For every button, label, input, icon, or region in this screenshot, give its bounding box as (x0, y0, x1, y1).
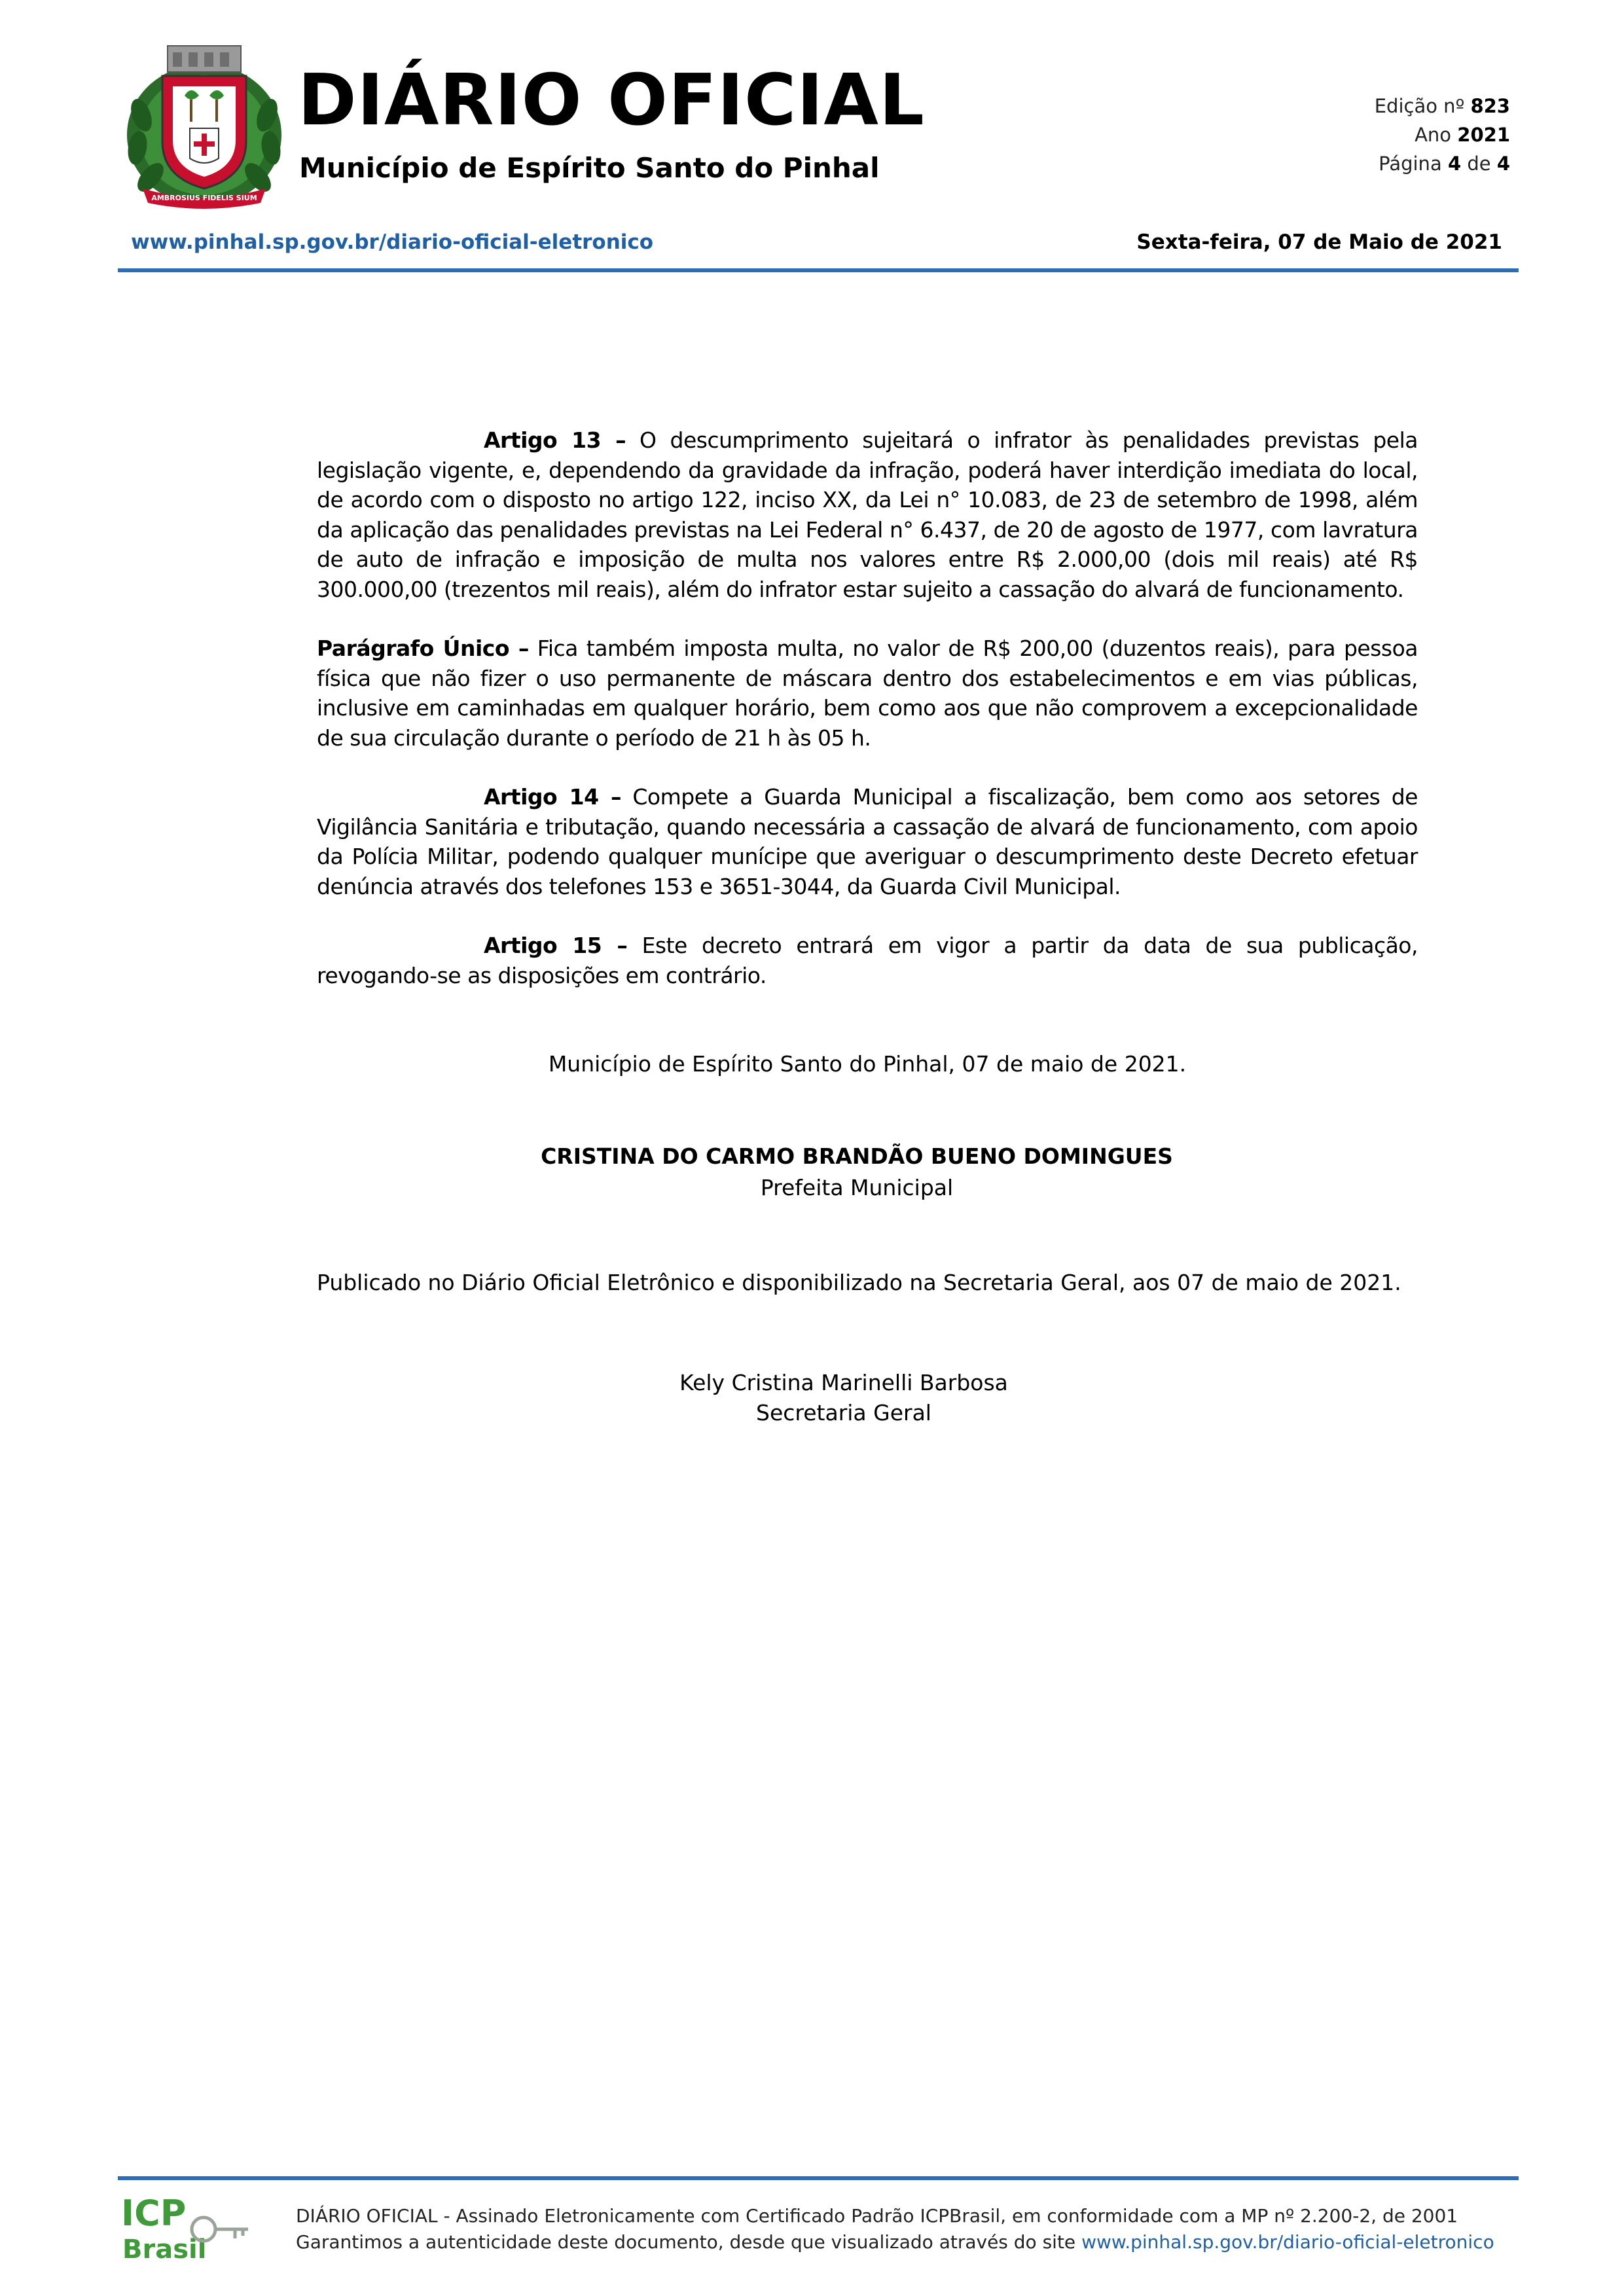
secretary-name: Kely Cristina Marinelli Barbosa (679, 1370, 1008, 1395)
page-total: 4 (1496, 152, 1510, 175)
header-site-link[interactable]: www.pinhal.sp.gov.br/diario-oficial-eletronico (131, 230, 654, 254)
header-divider (118, 268, 1519, 272)
year-label: Ano (1415, 124, 1452, 146)
journal-title: DIÁRIO OFICIAL (298, 60, 925, 141)
svg-text:ICP: ICP (121, 2193, 187, 2234)
page-of: de (1467, 152, 1491, 175)
article-15 (317, 931, 1418, 990)
publication-date: Sexta-feira, 07 de Maio de 2021 (1136, 230, 1502, 254)
article-13-label: Artigo 13 – (484, 427, 626, 453)
paragrafo-unico-text: Fica também imposta multa, no valor de R$ 200,00 (duzentos reais), para pessoa física que não fizer o uso permanente de máscara dentro dos estabelecimentos e em vias públicas, inclusive em caminhadas em qualquer horário, bem como aos que não comprovem a excepcionalidade de sua circulação durante o período de 21 h às 05 h. (317, 636, 1418, 751)
article-14-label: Artigo 14 – (484, 784, 621, 810)
decree-body (317, 425, 1418, 1020)
signature-block (317, 1141, 1397, 1204)
paragrafo-unico (317, 634, 1418, 753)
article-13 (317, 425, 1418, 604)
footer-signature-line: DIÁRIO OFICIAL - Assinado Eletronicamente com Certificado Padrão ICPBrasil, em conformidade com a MP nº 2.200-2, de 2001 (296, 2205, 1458, 2227)
article-15-text: Este decreto entrará em vigor a partir da data de sua publicação, revogando-se as disposições em contrário. (317, 933, 1418, 988)
footer-authenticity-text: Garantimos a autenticidade deste documento, desde que visualizado através do site (296, 2231, 1082, 2253)
article-14 (317, 782, 1418, 901)
page-line (1375, 149, 1510, 178)
page-current: 4 (1447, 152, 1462, 175)
footer-text (296, 2203, 1494, 2255)
article-13-text: O descumprimento sujeitará o infrator às penalidades previstas pela legislação vigente, e, dependendo da gravidade da infração, poderá haver interdição imediata do local, de acordo com o disposto no artigo 122, inciso XX, da Lei n° 10.083, de 23 de setembro de 1998, além da aplicação das penalidades previstas na Lei Federal n° 6.437, de 20 de agosto de 1977, com lavratura de auto de infração e imposição de multa nos valores entre R$ 2.000,00 (dois mil reais) até R$ 300.000,00 (trezentos mil reais), além do infrator estar sujeito a cassação do alvará de funcionamento. (317, 427, 1418, 602)
signer-role: Prefeita Municipal (760, 1175, 954, 1200)
secretary-block (317, 1368, 1371, 1428)
publication-note: Publicado no Diário Oficial Eletrônico e disponibilizado na Secretaria Geral, aos 07 de maio de 2021. (317, 1270, 1401, 1295)
year-line (1375, 120, 1510, 149)
place-and-date: Município de Espírito Santo do Pinhal, 07 de maio de 2021. (548, 1051, 1187, 1077)
page-label: Página (1379, 152, 1442, 175)
edition-label: Edição nº (1374, 95, 1465, 117)
svg-text:Brasil: Brasil (122, 2234, 207, 2265)
secretary-role: Secretaria Geral (756, 1400, 931, 1426)
signer-name: CRISTINA DO CARMO BRANDÃO BUENO DOMINGUES (541, 1143, 1173, 1169)
edition-number: 823 (1470, 95, 1510, 117)
year-value: 2021 (1457, 124, 1510, 146)
article-15-label: Artigo 15 – (484, 933, 628, 958)
footer-site-link[interactable]: www.pinhal.sp.gov.br/diario-oficial-eletronico (1081, 2231, 1494, 2253)
paragrafo-unico-label: Parágrafo Único – (317, 636, 529, 661)
edition-line (1375, 92, 1510, 120)
footer-authenticity-line (296, 2229, 1494, 2255)
article-14-text: Compete a Guarda Municipal a fiscalização, bem como aos setores de Vigilância Sanitária e tributação, quando necessária a cassação de alvará de funcionamento, com apoio da Polícia Militar, podendo qualquer munícipe que averiguar o descumprimento deste Decreto efetuar denúncia através dos telefones 153 e 3651-3044, da Guarda Civil Municipal. (317, 784, 1418, 899)
edition-info (1375, 92, 1510, 178)
svg-text:AMBROSIUS FIDELIS SIUM: AMBROSIUS FIDELIS SIUM (151, 194, 257, 202)
municipal-crest-logo (122, 43, 287, 210)
icp-brasil-logo (120, 2193, 251, 2265)
footer-divider (118, 2176, 1519, 2180)
municipality-subtitle: Município de Espírito Santo do Pinhal (299, 152, 880, 184)
